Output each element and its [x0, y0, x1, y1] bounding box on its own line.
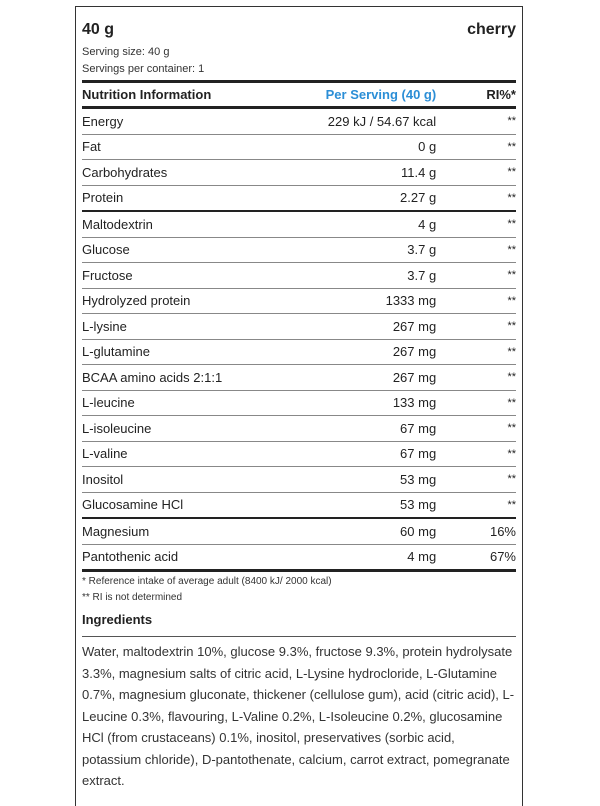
row-value: 267 mg: [313, 365, 460, 391]
row-name: L-leucine: [82, 390, 313, 416]
table-row: [82, 544, 516, 571]
table-row: [82, 314, 516, 340]
table-header-row: [82, 82, 516, 108]
footnote-not-determined: ** RI is not determined: [82, 592, 183, 603]
row-ri: **: [460, 441, 516, 467]
row-name: L-isoleucine: [82, 416, 313, 442]
column-header-nutrition: Nutrition Information: [82, 82, 313, 108]
table-row: [82, 263, 516, 289]
row-value: 53 mg: [313, 492, 460, 518]
row-name: Glucosamine HCl: [82, 492, 313, 518]
row-ri: **: [460, 467, 516, 493]
row-value: 67 mg: [313, 441, 460, 467]
table-row: [82, 390, 516, 416]
row-value: 229 kJ / 54.67 kcal: [313, 108, 460, 135]
table-row: [82, 288, 516, 314]
row-name: Fat: [82, 134, 313, 160]
table-row: [82, 134, 516, 160]
row-ri: **: [460, 390, 516, 416]
row-ri: **: [460, 211, 516, 237]
row-value: 4 g: [313, 211, 460, 237]
table-row: [82, 160, 516, 186]
row-name: Maltodextrin: [82, 211, 313, 237]
row-value: 267 mg: [313, 339, 460, 365]
row-ri: **: [460, 288, 516, 314]
table-row: [82, 441, 516, 467]
row-value: 3.7 g: [313, 263, 460, 289]
row-ri: 16%: [460, 518, 516, 544]
table-row: [82, 237, 516, 263]
row-ri: **: [460, 185, 516, 211]
row-ri: **: [460, 314, 516, 340]
row-name: Hydrolyzed protein: [82, 288, 313, 314]
footnote-reference-intake: * Reference intake of average adult (8400 kJ/ 2000 kcal): [82, 576, 332, 587]
row-name: Inositol: [82, 467, 313, 493]
row-name: L-glutamine: [82, 339, 313, 365]
row-value: 60 mg: [313, 518, 460, 544]
row-value: 11.4 g: [313, 160, 460, 186]
footnotes: [82, 574, 516, 606]
column-header-ri: RI%*: [460, 82, 516, 108]
row-name: Glucose: [82, 237, 313, 263]
row-ri: **: [460, 339, 516, 365]
row-ri: **: [460, 416, 516, 442]
row-name: Pantothenic acid: [82, 544, 313, 571]
row-ri: **: [460, 263, 516, 289]
package-weight: 40 g: [82, 21, 115, 38]
row-ri: **: [460, 108, 516, 135]
table-row: [82, 339, 516, 365]
table-row: [82, 108, 516, 135]
row-name: Energy: [82, 108, 313, 135]
table-row: [82, 185, 516, 211]
ingredients-title: Ingredients: [82, 612, 153, 627]
row-value: 4 mg: [313, 544, 460, 571]
row-name: Protein: [82, 185, 313, 211]
row-value: 0 g: [313, 134, 460, 160]
row-name: Fructose: [82, 263, 313, 289]
serving-info: [82, 44, 516, 78]
row-name: L-lysine: [82, 314, 313, 340]
row-ri: **: [460, 237, 516, 263]
row-ri: 67%: [460, 544, 516, 571]
row-value: 67 mg: [313, 416, 460, 442]
table-row: [82, 492, 516, 518]
table-row: [82, 518, 516, 544]
row-value: 1333 mg: [313, 288, 460, 314]
servings-per-container: Servings per container: 1: [82, 63, 205, 75]
row-ri: **: [460, 160, 516, 186]
row-ri: **: [460, 492, 516, 518]
row-name: Magnesium: [82, 518, 313, 544]
row-value: 2.27 g: [313, 185, 460, 211]
flavour-name: cherry: [467, 21, 516, 38]
row-value: 53 mg: [313, 467, 460, 493]
nutrition-table: [82, 80, 516, 572]
ingredients-divider: [82, 636, 516, 637]
row-value: 267 mg: [313, 314, 460, 340]
table-row: [82, 467, 516, 493]
label-header: [82, 7, 516, 39]
row-name: Carbohydrates: [82, 160, 313, 186]
ingredients-text: Water, maltodextrin 10%, glucose 9.3%, fructose 9.3%, protein hydrolysate 3.3%, magnesium salts of citric acid, L-Lysine hydrocloride, L-Glutamine 0.7%, magnesium gluconate, thickener (cellulose gum), acid (citric acid), L-Leucine 0.3%, flavouring, L-Valine 0.2%, L-Isoleucine 0.2%, glucosamine HCl (from crustaceans) 0.1%, inositol, preservatives (sorbic acid, potassium chloride), D-pantothenate, calcium, carrot extract, pomegranate extract.: [82, 644, 515, 788]
row-name: L-valine: [82, 441, 313, 467]
row-value: 133 mg: [313, 390, 460, 416]
row-name: BCAA amino acids 2:1:1: [82, 365, 313, 391]
table-row: [82, 211, 516, 237]
row-ri: **: [460, 365, 516, 391]
column-header-per-serving: Per Serving (40 g): [313, 82, 460, 108]
table-row: [82, 365, 516, 391]
row-value: 3.7 g: [313, 237, 460, 263]
nutrition-label-panel: [75, 6, 523, 806]
row-ri: **: [460, 134, 516, 160]
table-row: [82, 416, 516, 442]
serving-size: Serving size: 40 g: [82, 46, 170, 58]
